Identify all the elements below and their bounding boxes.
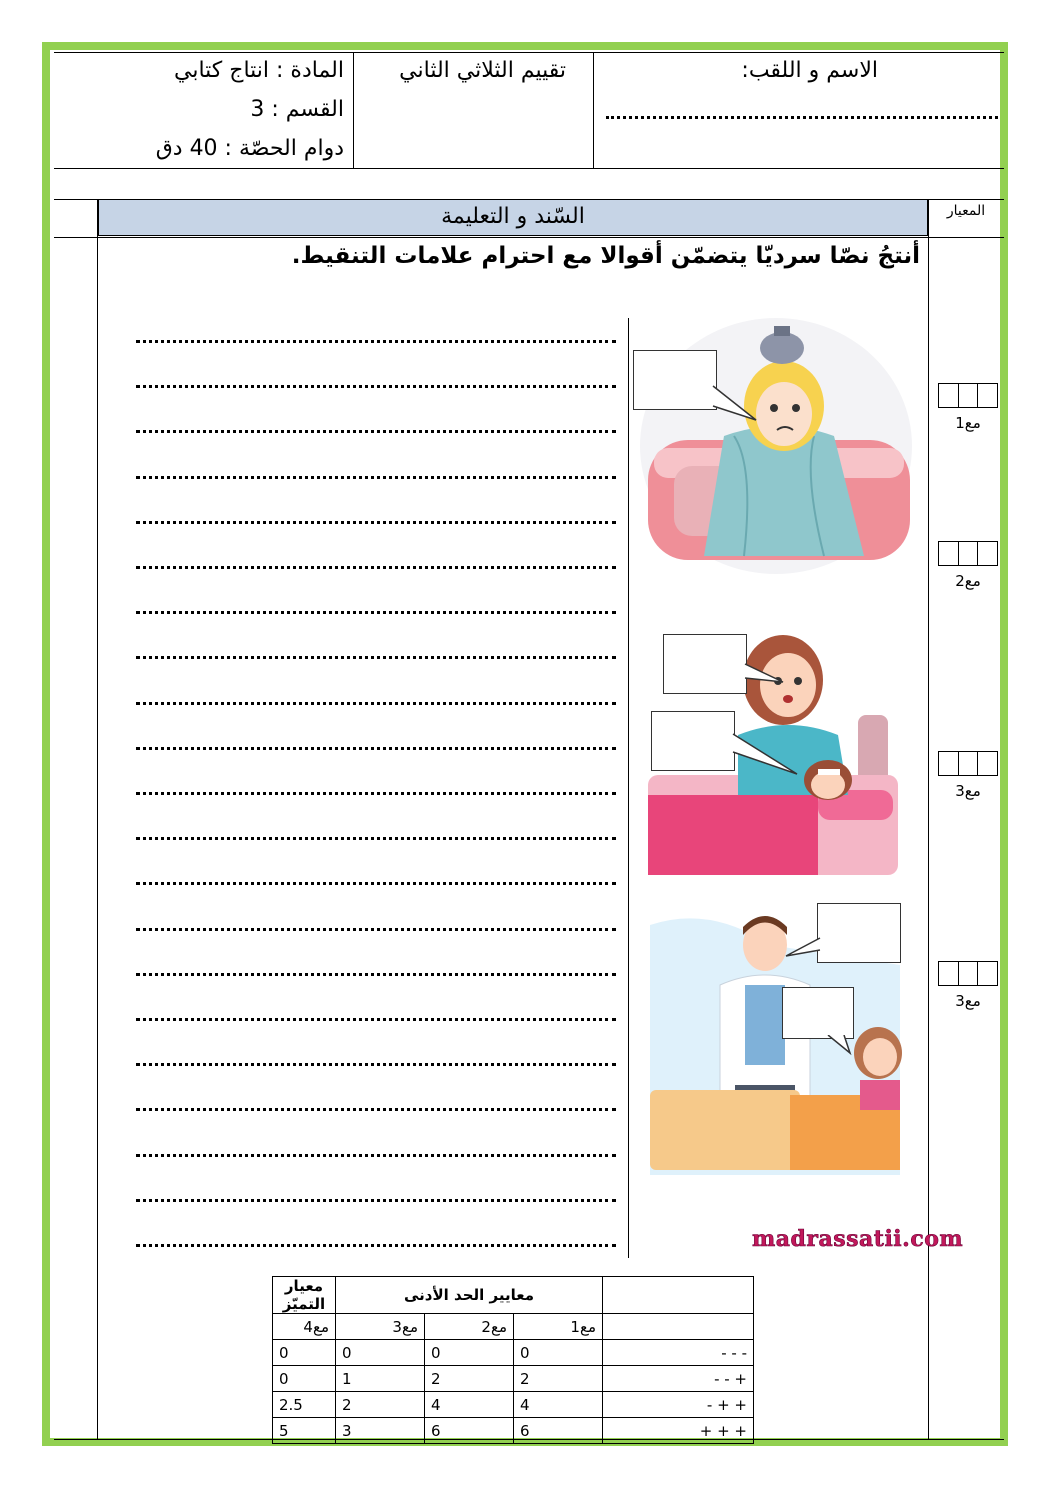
table-row [273, 1392, 754, 1418]
speech-bubble-5[interactable] [782, 987, 854, 1039]
name-field[interactable] [606, 100, 998, 119]
answer-line[interactable] [136, 1104, 616, 1111]
answer-line[interactable] [136, 1059, 616, 1066]
score-box-4[interactable] [938, 961, 998, 986]
criterion-label-4: مع3 [955, 992, 981, 1010]
score-box-3[interactable] [938, 751, 998, 776]
left-margin-column [97, 199, 98, 1439]
section-band-bottom-rule [54, 237, 1004, 238]
score-cell: 1 [336, 1366, 425, 1392]
speech-bubble-5-tail [824, 1035, 854, 1057]
score-cell: 2 [425, 1366, 514, 1392]
answer-line[interactable] [136, 517, 616, 524]
criterion-header: المعيار [946, 203, 986, 219]
score-cell: 3 [336, 1418, 425, 1444]
column-header: مع4 [273, 1314, 336, 1340]
answer-line[interactable] [136, 336, 616, 343]
criterion-label-1: مع1 [955, 414, 981, 432]
answer-line[interactable] [136, 743, 616, 750]
score-box-1[interactable] [938, 383, 998, 408]
answer-line[interactable] [136, 562, 616, 569]
column-header: مع1 [514, 1314, 603, 1340]
answer-line[interactable] [136, 969, 616, 976]
answer-line[interactable] [136, 698, 616, 705]
band-title: السّند و التعليمة [441, 204, 585, 229]
speech-bubble-1-tail [710, 384, 760, 424]
header-top-rule [54, 52, 1004, 53]
answer-line[interactable] [136, 878, 616, 885]
name-label: الاسم و اللقب: [741, 58, 878, 83]
answer-line[interactable] [136, 426, 616, 433]
instruction-text: أنتجُ نصّا سرديّا يتضمّن أقوالا مع احترام علامات التنقيط. [291, 243, 920, 269]
answer-line[interactable] [136, 1150, 616, 1157]
score-cell: 4 [514, 1392, 603, 1418]
level-header-cell [603, 1277, 754, 1314]
score-cell: 0 [336, 1340, 425, 1366]
table-row [273, 1340, 754, 1366]
answer-line[interactable] [136, 472, 616, 479]
answer-line[interactable] [136, 1014, 616, 1021]
score-cell: 0 [514, 1340, 603, 1366]
duration-label: دوام الحصّة : 40 دق [155, 136, 344, 161]
answer-line[interactable] [136, 924, 616, 931]
answer-line[interactable] [136, 652, 616, 659]
table-row [273, 1366, 754, 1392]
site-watermark: madrassatii.com [752, 1226, 964, 1252]
score-cell: 0 [273, 1340, 336, 1366]
score-cell: 6 [425, 1418, 514, 1444]
score-cell: 6 [514, 1418, 603, 1444]
header-divider-right [593, 52, 594, 168]
answer-line[interactable] [136, 833, 616, 840]
score-box-2[interactable] [938, 541, 998, 566]
subject-label: المادة : انتاج كتابي [173, 58, 344, 83]
level-cell: - - - [603, 1340, 754, 1366]
criterion-column-divider [928, 199, 929, 1439]
score-cell: 2 [336, 1392, 425, 1418]
speech-bubble-4-tail [784, 936, 824, 960]
score-cell: 4 [425, 1392, 514, 1418]
speech-bubble-4[interactable] [817, 903, 901, 963]
answer-line[interactable] [136, 788, 616, 795]
score-cell: 0 [273, 1366, 336, 1392]
header-divider-left [353, 52, 354, 168]
speech-bubble-1[interactable] [633, 350, 717, 410]
speech-bubble-3[interactable] [651, 711, 735, 771]
grading-table [272, 1276, 754, 1444]
score-cell: 2 [514, 1366, 603, 1392]
speech-bubble-3-tail [731, 728, 801, 778]
answer-line[interactable] [136, 1195, 616, 1202]
exam-title: تقييم الثلاثي الثاني [399, 58, 566, 83]
criterion-label-3: مع3 [955, 782, 981, 800]
speech-bubble-2[interactable] [663, 634, 747, 694]
score-cell: 0 [425, 1340, 514, 1366]
answer-line[interactable] [136, 607, 616, 614]
criterion-label-2: مع2 [955, 572, 981, 590]
minimum-criteria-header: معايير الحد الأدنى [336, 1277, 603, 1314]
class-label: القسم : 3 [250, 97, 344, 122]
answer-line[interactable] [136, 1240, 616, 1247]
header-bottom-rule [54, 168, 1004, 169]
score-cell: 2.5 [273, 1392, 336, 1418]
answer-line[interactable] [136, 381, 616, 388]
column-header: مع2 [425, 1314, 514, 1340]
level-cell: + + + [603, 1418, 754, 1444]
table-row [273, 1418, 754, 1444]
speech-bubble-2-tail [743, 660, 787, 690]
column-header: مع3 [336, 1314, 425, 1340]
level-cell: + - - [603, 1366, 754, 1392]
excellence-criterion-header: معيار التميّز [273, 1277, 336, 1314]
level-cell: + + - [603, 1392, 754, 1418]
writing-area-divider [628, 318, 629, 1258]
level-subheader-cell [603, 1314, 754, 1340]
score-cell: 5 [273, 1418, 336, 1444]
